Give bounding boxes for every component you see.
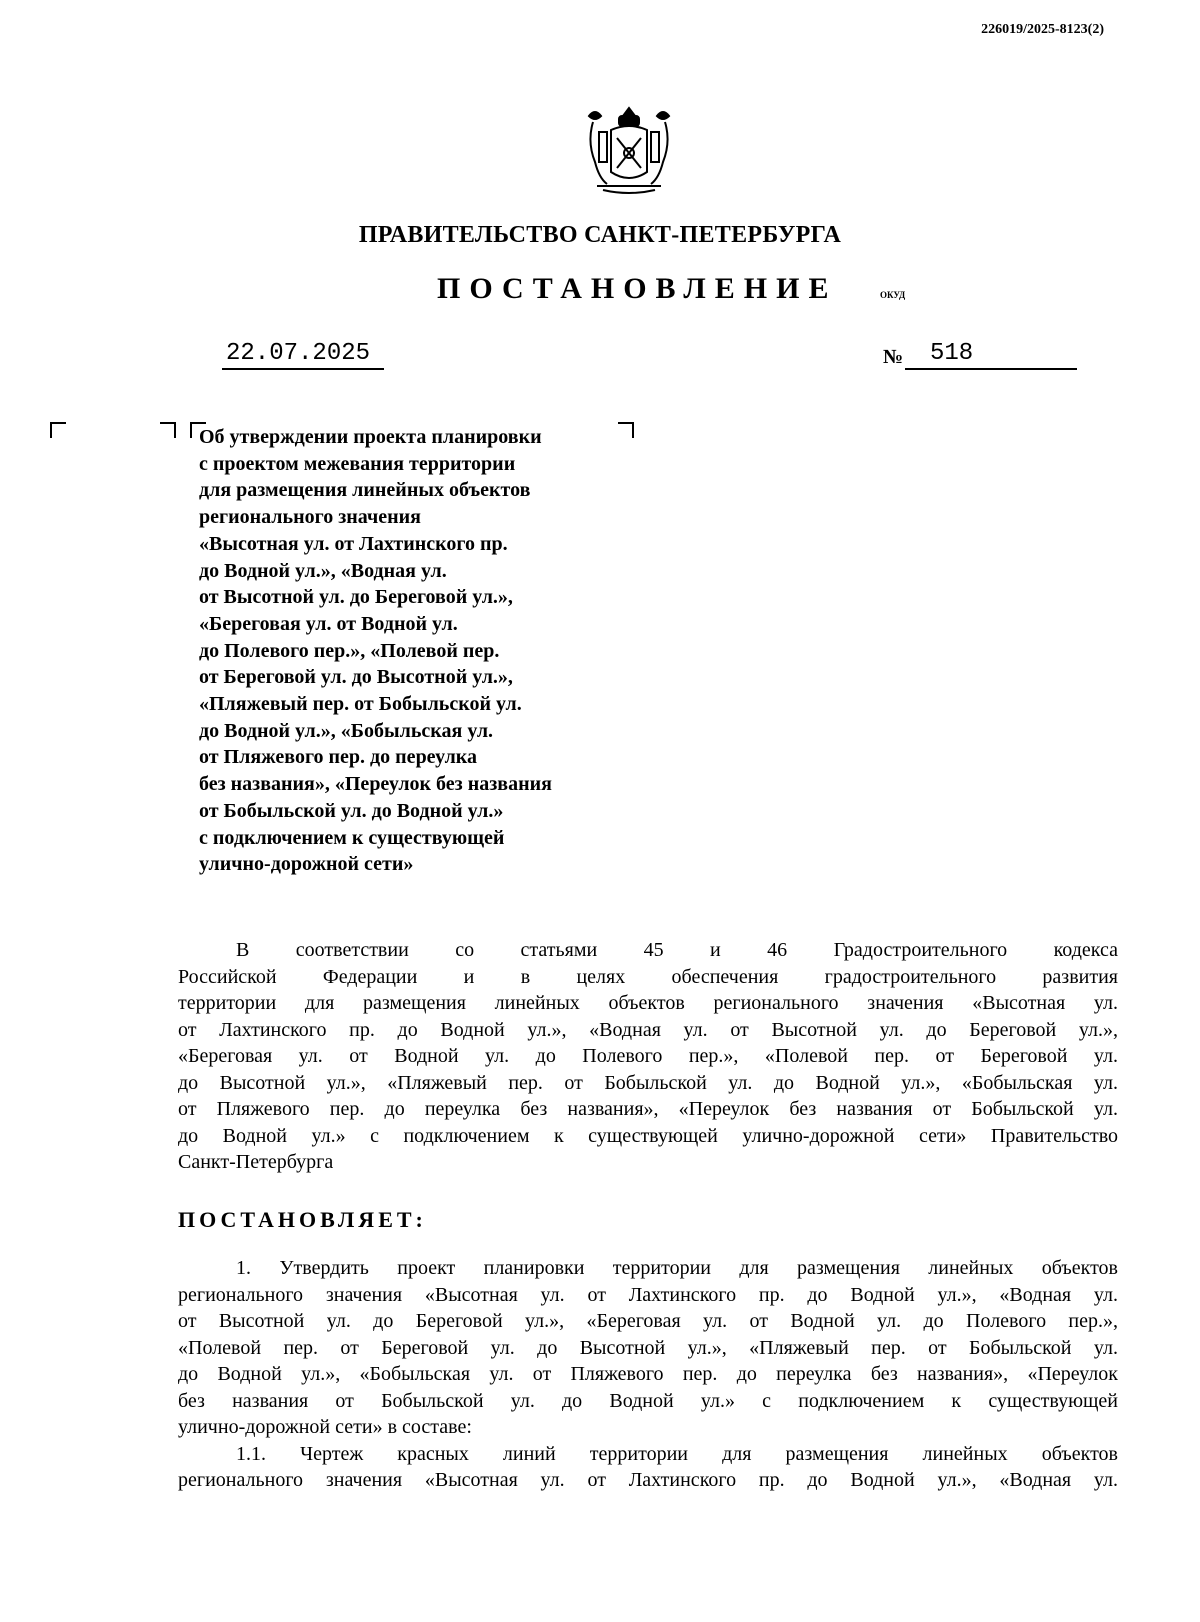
clause-line: улично-дорожной сети» в составе: (178, 1416, 472, 1438)
clause-line: от Высотной ул. до Береговой ул.», «Береговая ул. от Водной ул. до Полевого пер.», (178, 1310, 1118, 1332)
clause-line: 1. Утвердить проект планировки территории для размещения линейных объектов (236, 1257, 1118, 1279)
preamble-line: от Лахтинского пр. до Водной ул.», «Водная ул. от Высотной ул. до Береговой ул.», (178, 1018, 1118, 1041)
clause-line: 1.1. Чертеж красных линий территории для размещения линейных объектов (236, 1442, 1118, 1465)
document-date: 22.07.2025 (222, 340, 384, 370)
preamble-line: «Береговая ул. от Водной ул. до Полевого пер.», «Полевой пер. от Береговой ул. (178, 1045, 1118, 1067)
title-line: регионального значения (199, 506, 421, 529)
document-number: 518 (905, 340, 1077, 370)
preamble-line: территории для размещения линейных объектов регионального значения «Высотная ул. (178, 992, 1118, 1014)
title-line: от Пляжевого пер. до переулка (199, 746, 478, 769)
title-line: «Береговая ул. от Водной ул. (199, 612, 458, 635)
document-title (199, 424, 639, 878)
title-line: от Высотной ул. до Береговой ул.», (199, 586, 513, 609)
title-line: «Высотная ул. от Лахтинского пр. (199, 532, 508, 555)
title-corner-mark-left (160, 422, 176, 438)
title-line: «Пляжевый пер. от Бобыльской ул. (199, 693, 522, 716)
clause-line: «Полевой пер. от Береговой ул. до Высотной ул.», «Пляжевый пер. от Бобыльской ул. (178, 1336, 1118, 1359)
title-line: с проектом межевания территории (199, 452, 516, 475)
preamble-line: до Водной ул.» с подключением к существующей улично-дорожной сети» Правительство (178, 1124, 1118, 1147)
title-line: для размещения линейных объектов (199, 479, 531, 502)
title-line: от Береговой ул. до Высотной ул.», (199, 666, 513, 689)
preamble-paragraph (178, 937, 1118, 1176)
title-line: от Бобыльской ул. до Водной ул.» (199, 799, 504, 822)
clause-paragraph (178, 1255, 1118, 1494)
preamble-line: В соответствии со статьями 45 и 46 Градостроительного кодекса (236, 939, 1118, 961)
document-type: ПОСТАНОВЛЕНИЕ (437, 272, 838, 305)
preamble-line: Российской Федерации и в целях обеспечения градостроительного развития (178, 965, 1118, 988)
st-petersburg-coat-of-arms-icon (583, 102, 675, 198)
okud-label: ОКУД (880, 290, 906, 300)
number-label: № (883, 346, 904, 368)
clause-line: регионального значения «Высотная ул. от Лахтинского пр. до Водной ул.», «Водная ул. (178, 1283, 1118, 1306)
preamble-line: от Пляжевого пер. до переулка без названия», «Переулок без названия от Бобыльской ул. (178, 1098, 1118, 1120)
title-line: без названия», «Переулок без названия (199, 773, 552, 796)
preamble-line: до Высотной ул.», «Пляжевый пер. от Бобыльской ул. до Водной ул.», «Бобыльская ул. (178, 1071, 1118, 1094)
margin-corner-mark (50, 422, 66, 438)
preamble-line: Санкт-Петербурга (178, 1151, 334, 1173)
registration-number: 226019/2025-8123(2) (981, 22, 1104, 37)
title-line: с подключением к существующей (199, 826, 505, 849)
clause-line: до Водной ул.», «Бобыльская ул. от Пляжевого пер. до переулка без названия», «Переулок (178, 1363, 1118, 1385)
title-line: до Полевого пер.», «Полевой пер. (199, 639, 500, 662)
government-name: ПРАВИТЕЛЬСТВО САНКТ-ПЕТЕРБУРГА (358, 222, 842, 248)
title-line: до Водной ул.», «Бобыльская ул. (199, 719, 494, 742)
clause-line: регионального значения «Высотная ул. от Лахтинского пр. до Водной ул.», «Водная ул. (178, 1469, 1118, 1491)
title-line: Об утверждении проекта планировки (199, 426, 542, 448)
clause-line: без названия от Бобыльской ул. до Водной ул.» с подключением к существующей (178, 1389, 1118, 1412)
title-line: улично-дорожной сети» (199, 853, 414, 876)
resolves-heading: ПОСТАНОВЛЯЕТ: (178, 1207, 427, 1232)
title-line: до Водной ул.», «Водная ул. (199, 559, 447, 582)
